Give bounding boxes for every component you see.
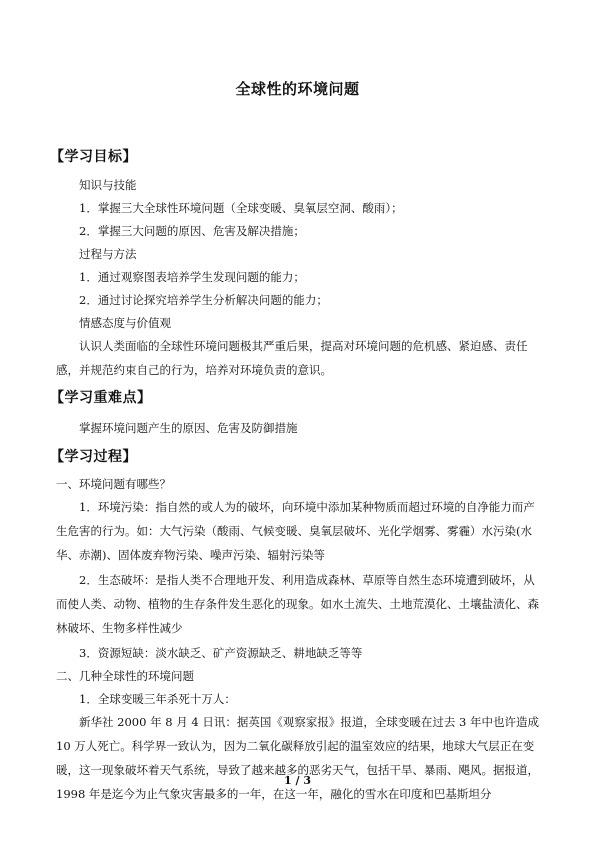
page-number: 1 / 3 [284,774,311,787]
key-points-text: 掌握环境问题产生的原因、危害及防御措施 [79,421,298,435]
knowledge-label: 知识与技能 [79,178,137,192]
heading-learning-process: 【学习过程】 [50,449,137,465]
question-1: 一、环境问题有哪些？ [56,477,171,491]
emotion-text: 认识人类面临的全球性环境问题极其严重后果，提高对环境问题的危机感、紧迫感、责任感，并规范约束自己的行为，培养对环境负责的意识。 [56,339,528,377]
process-item-1: 1．通过观察图表培养学生发现问题的能力； [79,270,305,284]
heading-key-points: 【学习重难点】 [50,390,152,406]
process-label: 过程与方法 [79,247,137,261]
knowledge-item-2: 2．掌握三大问题的原因、危害及解决措施； [79,224,305,238]
news-paragraph: 新华社 2000 年 8 月 4 日讯：据英国《观察家报》报道，全球变暖在过去 3 年中也许造成 10 万人死亡。科学界一致认为，因为二氧化碳释放引起的温室效应的结果，地球大气层正在变暖，这一现象破坏着天气系统，导致了越来越多的恶劣天气，包括干旱、暴雨、飓风。据报道，1998 年是迄今为止气象灾害最多的一年，在这一年，融化的雪水在印度和巴基斯坦分 [56,715,539,801]
knowledge-item-1: 1．掌握三大全球性环境问题（全球变暖、臭氧层空洞、酸雨）； [79,201,403,215]
question-2: 二、几种全球性的环境问题 [56,669,194,683]
document-title: 全球性的环境问题 [235,80,360,98]
emotion-label: 情感态度与价值观 [79,316,171,330]
process-item-2: 2．通过讨论探究培养学生分析解决问题的能力； [79,293,328,307]
item-resource-shortage: 3．资源短缺：淡水缺乏、矿产资源缺乏、耕地缺乏等等 [79,646,363,660]
subheading-global-warming: 1．全球变暖三年杀死十万人： [79,692,236,706]
item-ecological-damage: 2．生态破坏：是指人类不合理地开发、利用造成森林、草原等自然生态环境遭到破坏，从而使人类、动物、植物的生存条件发生恶化的现象。如水土流失、土地荒漠化、土壤盐渍化、森林破坏、生物多样性减少 [56,573,539,635]
item-environmental-pollution: 1．环境污染：指自然的或人为的破坏，向环境中添加某种物质而超过环境的自净能力而产生危害的行为。如：大气污染（酸雨、气候变暖、臭氧层破坏、光化学烟雾、雾霾）水污染(水华、赤潮)、固体废弃物污染、噪声污染、辐射污染等 [56,500,535,562]
heading-learning-goals: 【学习目标】 [50,149,137,165]
